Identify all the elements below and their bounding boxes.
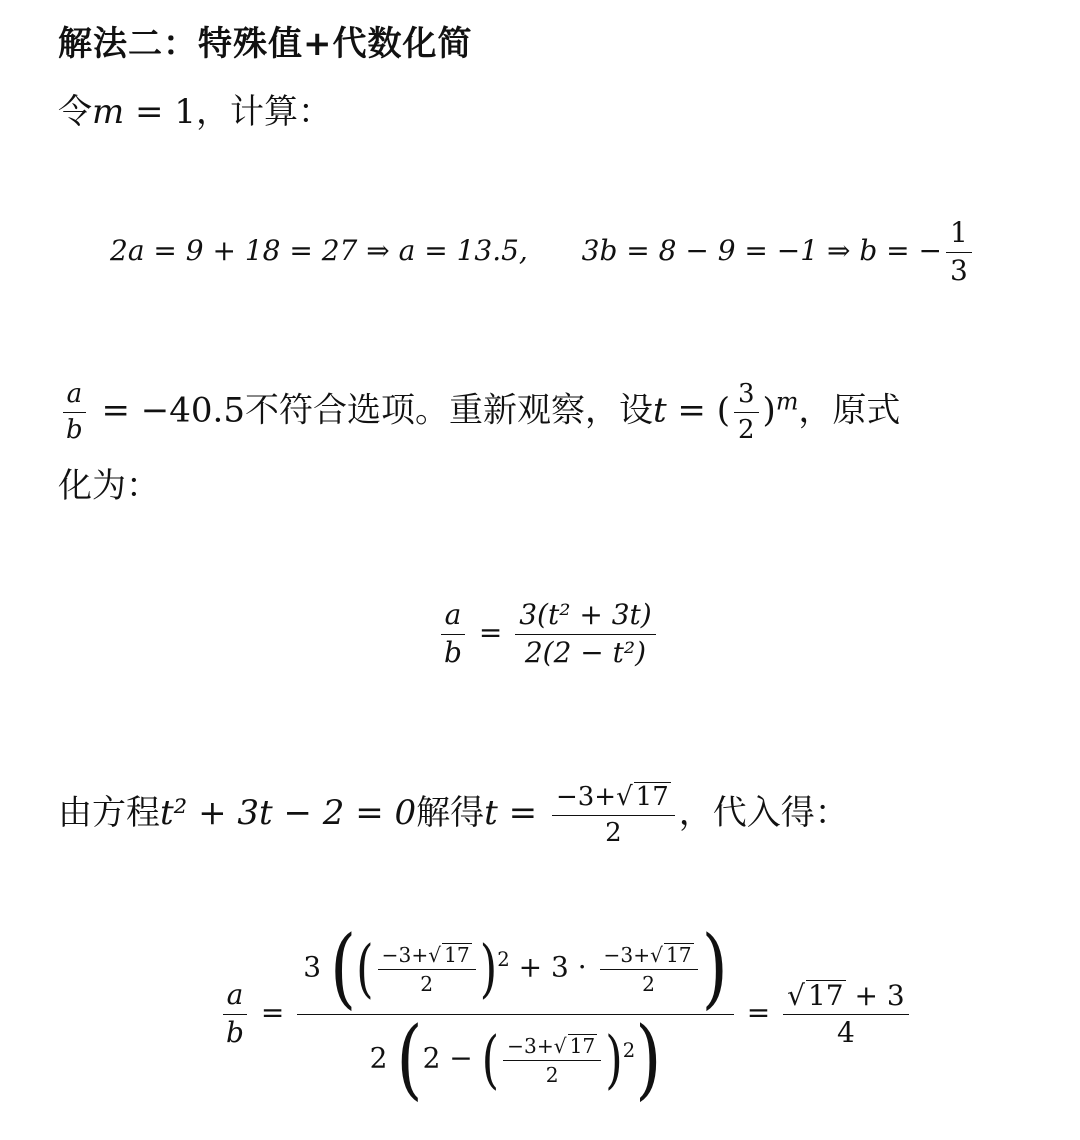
eq3-inner-frac-2: $\frac{-3+√ 17}{2}$ (600, 943, 698, 995)
ab-den: b (66, 414, 83, 445)
intro-prefix: 令 (58, 92, 92, 132)
eq3-numerator: 3 (( $\frac{-3+√ 17}{2}$ )$^2$ + 3 · $\frac{-3+√ 17}{2}$ ) (297, 932, 734, 1015)
eq3-lhs (222, 980, 248, 1049)
ab-fraction (62, 380, 87, 444)
observation-line (58, 380, 900, 444)
eq1-frac-den: 3 (949, 253, 968, 287)
eq3-result-num: √ 17 + 3 (783, 980, 909, 1016)
eq3-den-two: 2 − (422, 1041, 473, 1075)
right-paren: ) (762, 390, 776, 431)
base-num: 3 (734, 380, 759, 413)
eq2-lhs-den: b (444, 635, 462, 669)
intro-line (58, 84, 332, 133)
equation-3 (218, 917, 913, 1110)
eq3-result (783, 980, 909, 1050)
ab-value: = −40.5 (90, 390, 245, 431)
solve-line (58, 782, 849, 847)
eq3-big-fraction (297, 917, 734, 1110)
eq3-denominator: 2 (2 − ( $\frac{-3+√ 17}{2}$ )$^2$) (369, 1007, 662, 1110)
var-t: t (652, 390, 667, 431)
eq3-coef: 3 (303, 950, 322, 984)
eq3-exp-1: 2 (497, 948, 510, 972)
eq3-inner-frac: $\frac{-3+√ 17}{2}$ (378, 943, 476, 995)
eq2-rhs-num: 3(t² + 3t) (515, 600, 655, 635)
eq3-outer-rparen: ) (701, 917, 728, 1019)
base-den: 2 (738, 414, 755, 445)
eq1-fraction (946, 218, 972, 287)
observation-line-2: 化为： (58, 466, 160, 506)
eq3-inner-frac-3: $\frac{-3+√ 17}{2}$ (503, 1034, 601, 1086)
eq3-equals: = (260, 995, 285, 1029)
eq2-rhs-den: 2(2 − t²) (524, 635, 647, 669)
t-value-num: −3+√ 17 (552, 782, 675, 816)
observation-text: 不符合选项。重新观察，设 (244, 390, 653, 431)
t-eq: = (666, 390, 717, 431)
eq1-part1: 2a = 9 + 18 = 27 ⇒ a = 13.5, (110, 233, 528, 267)
eq1-frac-num: 1 (946, 218, 972, 253)
section-heading: 解法二：特殊值+代数化简 (58, 24, 473, 64)
eq3-den-coef: 2 (369, 1041, 388, 1075)
equation-1 (110, 218, 976, 287)
eq2-lhs (440, 600, 466, 669)
eq3-equals-2: = (746, 995, 771, 1029)
solve-suffix: ，代入得： (678, 793, 849, 834)
intro-suffix: ，计算： (196, 92, 332, 132)
left-paren: ( (716, 390, 730, 431)
solve-prefix: 由方程 (58, 793, 160, 834)
intro-eq: = 1 (124, 92, 196, 132)
base-fraction (734, 380, 759, 444)
eq3-outer-lparen: ( (329, 917, 357, 1019)
ab-num: a (63, 380, 87, 413)
eq3-plus: + 3 · (518, 950, 587, 984)
eq2-equals: = (478, 615, 503, 649)
eq2-rhs (515, 600, 655, 669)
eq3-lhs-num: a (223, 980, 248, 1015)
eq3-result-den: 4 (836, 1016, 855, 1050)
eq3-inner-num: −3+√ 17 (378, 943, 476, 970)
eq2-lhs-num: a (441, 600, 466, 635)
sqrt-17: 17 (635, 782, 669, 812)
var-t-2: t (484, 793, 498, 834)
equation-2 (436, 600, 660, 669)
t-eq-2: = (497, 793, 548, 834)
eq3-lhs-den: b (226, 1015, 244, 1049)
exp-m: m (775, 387, 799, 416)
observation-suffix: ，原式 (798, 390, 901, 431)
t-value-den: 2 (605, 817, 622, 848)
solve-middle: 解得 (416, 793, 485, 834)
var-m: m (92, 92, 125, 132)
t-value-fraction (552, 782, 675, 847)
solve-equation: t² + 3t − 2 = 0 (160, 793, 417, 834)
eq1-part2: 3b = 8 − 9 = −1 ⇒ b = − (581, 233, 942, 267)
